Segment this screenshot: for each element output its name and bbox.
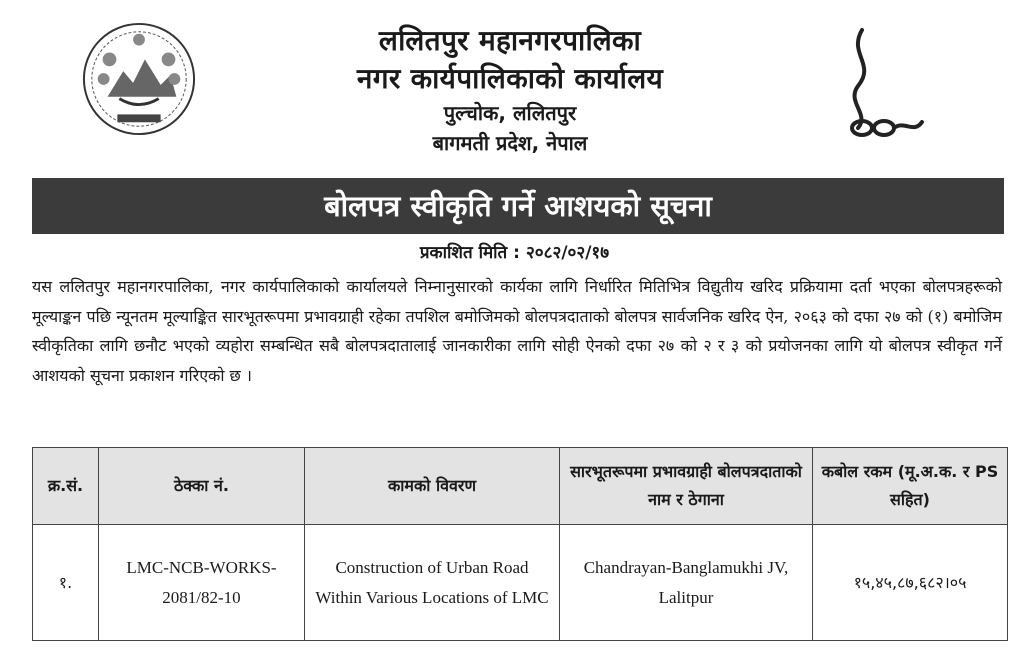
award-table bbox=[32, 447, 1008, 641]
letterhead bbox=[0, 0, 1029, 172]
office-name: नगर कार्यपालिकाको कार्यालय bbox=[356, 62, 664, 95]
publish-date-label: प्रकाशित मिति : bbox=[419, 243, 520, 263]
col-header-bid-amount: कबोल रकम (मू.अ.क. र PS सहित) bbox=[813, 448, 1008, 525]
publish-date-value: २०८२/०२/१७ bbox=[525, 243, 610, 263]
cell-work-description: Construction of Urban Road Within Various Locations of LMC bbox=[305, 525, 560, 641]
col-header-serial: क्र.सं. bbox=[33, 448, 99, 525]
col-header-work-description: कामको विवरण bbox=[305, 448, 560, 525]
office-address: पुल्चोक, ललितपुर bbox=[443, 101, 577, 125]
cell-serial: १. bbox=[33, 525, 99, 641]
notice-title: बोलपत्र स्वीकृति गर्ने आशयको सूचना bbox=[32, 178, 1004, 234]
col-header-bidder: सारभूतरूपमा प्रभावग्राही बोलपत्रदाताको नाम र ठेगाना bbox=[560, 448, 813, 525]
publish-date-line bbox=[0, 240, 1029, 266]
col-header-contract-no: ठेक्का नं. bbox=[99, 448, 305, 525]
official-signature bbox=[818, 24, 938, 144]
letterhead-text bbox=[300, 22, 720, 158]
cell-bidder: Chandrayan-Banglamukhi JV, Lalitpur bbox=[560, 525, 813, 641]
table-header-row bbox=[33, 448, 1008, 525]
table-row bbox=[33, 525, 1008, 641]
cell-bid-amount: १५,४५,८७,६८२।०५ bbox=[813, 525, 1008, 641]
notice-body: यस ललितपुर महानगरपालिका, नगर कार्यपालिकाको कार्यालयले निम्नानुसारको कार्यका लागि निर्धारित मितिभित्र विद्युतीय खरिद प्रक्रियामा दर्ता भएका बोलपत्रहरूको मूल्याङ्कन पछि न्यूनतम मूल्याङ्कित सारभूतरूपमा प्रभावग्राही रहेका तपशिल बमोजिमको बोलपत्रदाताको बोलपत्र सार्वजनिक खरिद ऐन, २०६३ को दफा २७ को (१) बमोजिम स्वीकृतिका लागि छनौट भएको व्यहोरा सम्बन्धित सबै बोलपत्रदातालाई जानकारीका लागि सोही ऐनको दफा २७ को २ र ३ को प्रयोजनका लागि यो बोलपत्र स्वीकृत गर्ने आशयको सूचना प्रकाशन गरिएको छ । bbox=[32, 277, 1002, 385]
province-country: बागमती प्रदेश, नेपाल bbox=[432, 131, 588, 155]
nepal-government-emblem bbox=[80, 20, 198, 138]
municipality-name: ललितपुर महानगरपालिका bbox=[378, 24, 642, 57]
cell-contract-no: LMC-NCB-WORKS-2081/82-10 bbox=[99, 525, 305, 641]
